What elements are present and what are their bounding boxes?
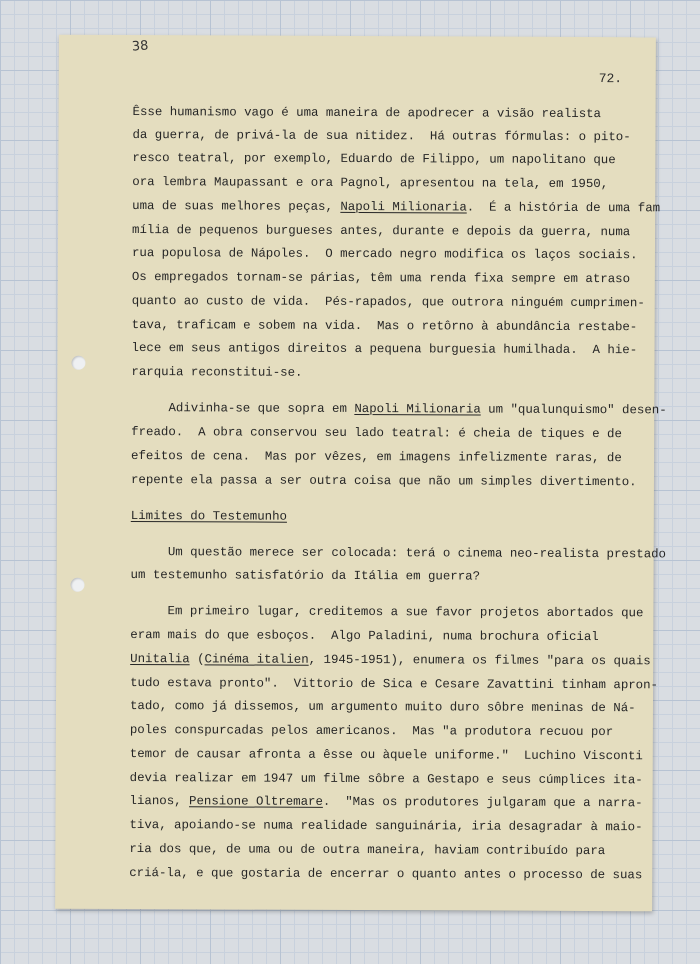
text-run: uma de suas melhores peças,	[132, 199, 341, 214]
text-run: lianos,	[129, 794, 190, 809]
text-line	[130, 604, 643, 620]
text-run: resco teatral, por exemplo, Eduardo de Filippo, um napolitano que	[132, 151, 616, 168]
text-run: um "qualunquismo" desen-	[480, 402, 667, 418]
text-run: poles conspurcadas pelos americanos. Mas "a produtora recuou por	[129, 723, 614, 740]
text-line	[130, 676, 658, 692]
text-run: tado, como já dissemos, um argumento muito duro sôbre meninas de Ná-	[129, 699, 636, 716]
handwritten-page-number: 38	[131, 38, 149, 55]
text-line	[130, 723, 613, 739]
section-heading	[131, 509, 287, 524]
text-run: repente ela passa a ser outra coisa que não um simples divertimento.	[130, 473, 637, 490]
text-run: eram mais do que esboços. Algo Paladini, numa brochura oficial	[130, 628, 599, 645]
text-line	[132, 223, 630, 239]
text-line	[133, 105, 602, 121]
page-number: 72.	[598, 71, 623, 87]
text-run: criá-la, e que gostaria de encerrar o quanto antes o processo de suas	[129, 866, 643, 883]
text-run: Êsse humanismo vago é uma maneira de apodrecer a visão realista	[132, 105, 602, 122]
text-line	[131, 401, 666, 417]
text-line	[130, 652, 651, 668]
text-line	[130, 794, 643, 810]
text-run: . "Mas os produtores julgaram que a narra-	[322, 794, 643, 811]
text-run: (	[189, 652, 205, 667]
text-line	[132, 151, 615, 167]
text-line	[131, 473, 637, 489]
heading-text: Limites do Testemunho	[130, 509, 287, 524]
text-run: quanto ao custo de vida. Pés-rapados, que outrora ninguém cumprimen-	[131, 294, 645, 311]
text-line	[129, 866, 642, 882]
text-run: lece em seus antigos direitos a pequena burguesia humilhada. A hie-	[131, 341, 638, 358]
text-line	[131, 425, 622, 441]
text-line	[132, 341, 638, 357]
text-run: , 1945-1951), enumera os filmes "para os quais	[308, 652, 651, 669]
text-run: tava, traficam e sobem na vida. Mas o retôrno à abundância restabe-	[131, 318, 638, 335]
text-line	[130, 747, 643, 763]
text-run: Adivinha-se que sopra em	[131, 401, 355, 416]
text-run: rua populosa de Nápoles. O mercado negro modifica os laços sociais.	[131, 246, 638, 263]
text-run: um testemunho satisfatório da Itália em guerra?	[130, 568, 481, 584]
text-run: efeitos de cena. Mas por vêzes, em imagens infelizmente raras, de	[131, 449, 622, 466]
text-run: freado. A obra conservou seu lado teatral: é cheia de tiques e de	[131, 425, 622, 442]
punch-hole	[70, 578, 84, 592]
text-line	[132, 128, 630, 144]
typewritten-page	[55, 35, 667, 912]
text-run: temor de causar afronta a êsse ou àquele uniforme." Luchino Visconti	[129, 747, 643, 764]
film-title: Napoli Milionaria	[354, 401, 481, 417]
text-run: Em primeiro lugar, creditemos a sue favor projetos abortados que	[130, 604, 644, 621]
text-run: tudo estava pronto". Vittorio de Sica e Cesare Zavattini tinham apron-	[130, 676, 659, 693]
text-line	[129, 818, 642, 834]
text-run: rarquia reconstitui-se.	[131, 365, 303, 380]
text-line	[130, 699, 636, 715]
text-run: . É a história de uma fam	[466, 200, 661, 216]
text-line	[132, 175, 608, 191]
text-line	[131, 568, 481, 584]
text-line	[130, 771, 643, 787]
text-line	[132, 270, 630, 286]
text-line	[131, 365, 302, 380]
text-line	[131, 545, 666, 561]
publication-title: Cinéma italien	[204, 652, 309, 667]
text-run: Os empregados tornam-se párias, têm uma renda fixa sempre em atraso	[131, 270, 631, 287]
text-line	[132, 246, 638, 262]
text-run: tiva, apoiando-se numa realidade sanguinária, iria desagradar à maio-	[129, 818, 643, 835]
text-run: ria dos que, de uma ou de outra maneira, haviam contribuído para	[129, 842, 606, 859]
film-title: Napoli Milionaria	[340, 199, 467, 215]
text-line	[132, 199, 660, 215]
film-title: Pensione Oltremare	[189, 794, 323, 809]
text-run: devia realizar em 1947 um filme sôbre a Gestapo e seus cúmplices ita-	[129, 771, 643, 788]
punch-hole	[71, 356, 85, 370]
text-line	[131, 449, 622, 465]
text-run: Um questão merece ser colocada: terá o cinema neo-realista prestado	[130, 545, 667, 562]
text-run: ora lembra Maupassant e ora Pagnol, apresentou na tela, em 1950,	[132, 175, 609, 192]
text-line	[129, 842, 605, 858]
text-line	[132, 318, 638, 334]
text-line	[132, 294, 645, 310]
publication-title: Unitalia	[130, 652, 190, 667]
text-run: mília de pequenos burgueses antes, durante e depois da guerra, numa	[132, 223, 631, 240]
text-run: da guerra, de privá-la de sua nitidez. Há outras fórmulas: o pito-	[132, 128, 631, 145]
text-line	[130, 628, 599, 644]
